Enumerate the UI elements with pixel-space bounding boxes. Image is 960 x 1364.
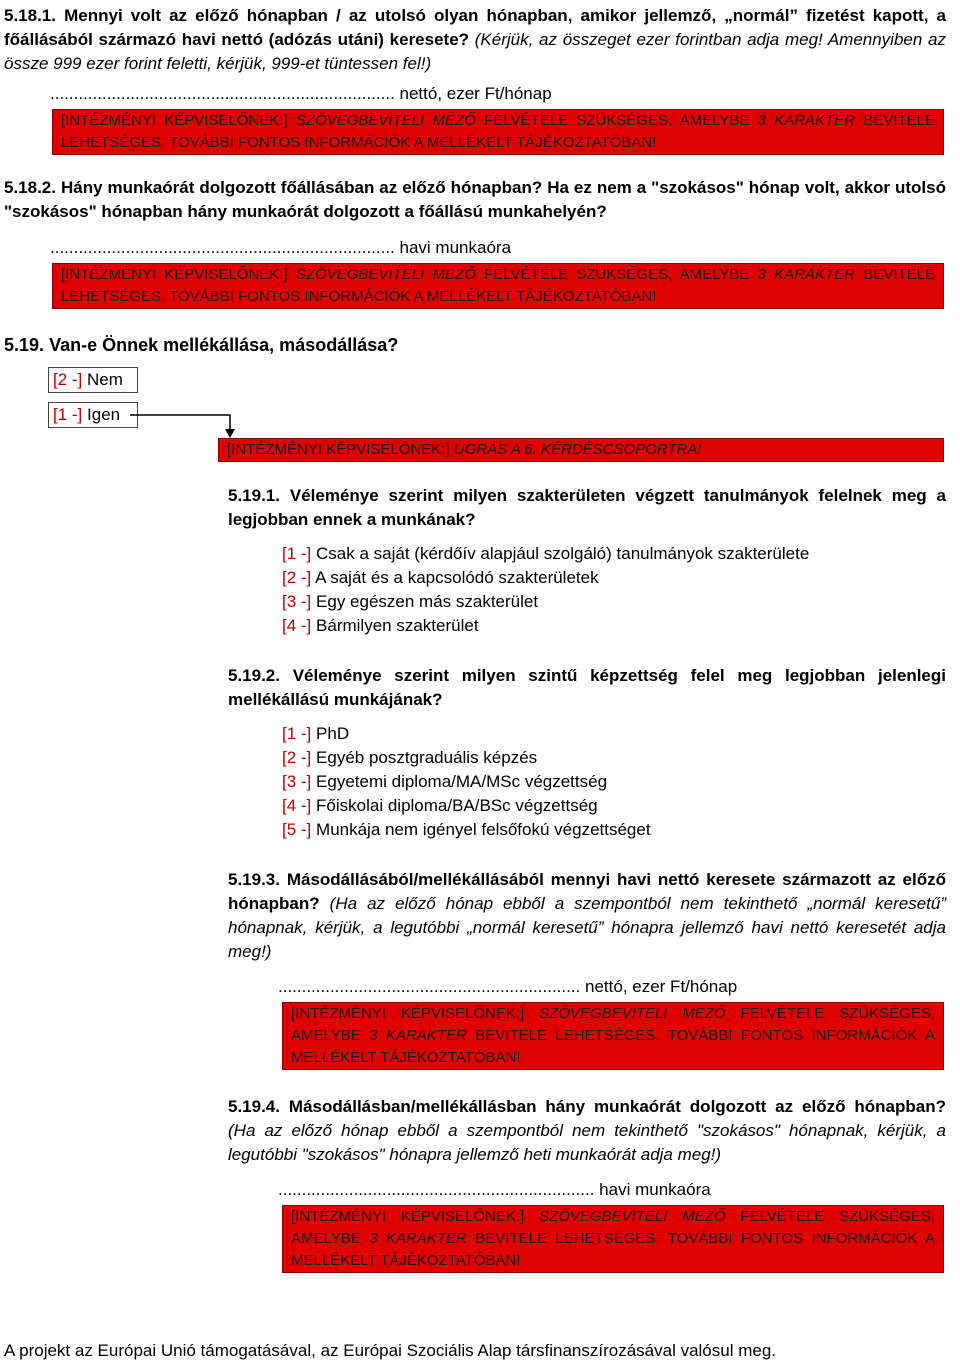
- option-label: Igen: [87, 405, 121, 424]
- question-number: 5.19.4.: [228, 1097, 280, 1116]
- instruction-box-5-19-3: [INTÉZMÉNYI KÉPVISELŐNEK:] SZÖVEGBEVITELI MEZŐ FELVÉTELE SZÜKSÉGES, AMELYBE 3 KARAKTER BEVITELE LEHETSÉGES. TOVÁBBI FONTOS INFORMÁCIÓK A MELLÉKELT TÁJÉKOZTATÓBAN!: [282, 1002, 944, 1070]
- option-code: [1 -]: [53, 405, 83, 424]
- question-number: 5.18.1.: [4, 6, 56, 25]
- option-item[interactable]: [5 -] Munkája nem igényel felsőfokú végzettséget: [282, 820, 651, 839]
- option-item[interactable]: [4 -] Bármilyen szakterület: [282, 616, 479, 635]
- question-number: 5.19.: [4, 335, 45, 355]
- option-item[interactable]: [4 -] Főiskolai diploma/BA/BSc végzettség: [282, 796, 598, 815]
- answer-text: ................................................................ nettó, ezer Ft/hónap: [278, 977, 738, 996]
- question-number: 5.19.1.: [228, 486, 280, 505]
- question-note: (Kérjük, az összeget ezer forintban adja meg! Amennyiben az össze 999 ezer forint feletti, kérjük, 999-et tüntessen fel!): [4, 30, 946, 73]
- answer-line-net-income[interactable]: [50, 82, 552, 106]
- option-list-5-19-1: [282, 542, 809, 638]
- option-label: Nem: [87, 370, 123, 389]
- option-item[interactable]: [3 -] Egyetemi diploma/MA/MSc végzettség: [282, 772, 608, 791]
- option-item[interactable]: [2 -] A saját és a kapcsolódó szakterületek: [282, 568, 599, 587]
- answer-text: ......................................................................... havi munkaóra: [50, 238, 512, 257]
- option-item[interactable]: [2 -] Egyéb posztgraduális képzés: [282, 748, 538, 767]
- option-code: [2 -]: [53, 370, 83, 389]
- question-number: 5.19.3.: [228, 870, 280, 889]
- answer-text: ......................................................................... nettó, ezer Ft/hónap: [50, 84, 552, 103]
- question-number: 5.18.2.: [4, 178, 56, 197]
- question-text: Van-e Önnek mellékállása, másodállása?: [49, 335, 399, 355]
- question-5-18-1: [4, 4, 946, 76]
- page-footer: A projekt az Európai Unió támogatásával, az Európai Szociális Alap társfinanszírozásával valósul meg.: [4, 1341, 777, 1360]
- option-igen[interactable]: [48, 402, 138, 428]
- instruction-box-5-18-2: [INTÉZMÉNYI KÉPVISELŐNEK:] SZÖVEGBEVITELI MEZŐ FELVÉTELE SZÜKSÉGES, AMELYBE 3 KARAKTER BEVITELE LEHETSÉGES. TOVÁBBI FONTOS INFORMÁCIÓK A MELLÉKELT TÁJÉKOZTATÓBAN!: [52, 263, 944, 309]
- answer-text: ................................................................... havi munkaóra: [278, 1180, 711, 1199]
- question-text: Másodállásából/mellékállásából mennyi havi nettó keresete származott az előző hónapban?: [228, 870, 946, 913]
- skip-instruction-box: [INTÉZMÉNYI KÉPVISELŐNEK:] UGRÁS A 6. KÉRDÉSCSOPORTRA!: [218, 438, 944, 462]
- option-list-5-19-2: [282, 722, 651, 842]
- option-item[interactable]: [3 -] Egy egészen más szakterület: [282, 592, 539, 611]
- question-5-19-3: [228, 868, 946, 964]
- question-text: Hány munkaórát dolgozott főállásában az előző hónapban? Ha ez nem a "szokásos" hónap volt, akkor utolsó "szokásos" hónapban hány munkaórát dolgozott a főállású munkahelyén?: [4, 178, 946, 221]
- instruction-box-5-18-1: [INTÉZMÉNYI KÉPVISELŐNEK:] SZÖVEGBEVITELI MEZŐ FELVÉTELE SZÜKSÉGES, AMELYBE 3 KARAKTER BEVITELE LEHETSÉGES. TOVÁBBI FONTOS INFORMÁCIÓK A MELLÉKELT TÁJÉKOZTATÓBAN!: [52, 109, 944, 155]
- question-5-18-2: [4, 176, 946, 224]
- answer-line-side-income[interactable]: [278, 975, 737, 999]
- option-item[interactable]: [1 -] PhD: [282, 724, 350, 743]
- question-5-19-2: [228, 664, 946, 712]
- question-number: 5.19.2.: [228, 666, 280, 685]
- question-text: Véleménye szerint milyen szakterületen végzett tanulmányok felelnek meg a legjobban ennek a munkának?: [228, 486, 946, 529]
- option-nem[interactable]: [48, 367, 138, 393]
- question-note: (Ha az előző hónap ebből a szempontból nem tekinthető "szokásos" hónapnak, kérjük, a legutóbbi "szokásos" hónapra jellemző heti munkaórát adja meg!): [228, 1121, 946, 1164]
- answer-line-side-hours[interactable]: [278, 1178, 711, 1202]
- skip-arrow: [130, 405, 240, 440]
- question-5-19-1: [228, 484, 946, 532]
- answer-line-work-hours[interactable]: [50, 236, 511, 260]
- question-text: Másodállásban/mellékállásban hány munkaórát dolgozott az előző hónapban?: [288, 1097, 946, 1116]
- option-item[interactable]: [1 -] Csak a saját (kérdőív alapjául szolgáló) tanulmányok szakterülete: [282, 544, 810, 563]
- question-5-19-4: [228, 1095, 946, 1167]
- question-text: Véleménye szerint milyen szintű képzettség felel meg legjobban jelenlegi mellékállású munkájának?: [228, 666, 946, 709]
- question-5-19: [4, 333, 398, 357]
- question-text: Mennyi volt az előző hónapban / az utolsó olyan hónapban, amikor jellemző, „normál” fizetést kapott, a főállásából származó havi nettó (adózás utáni) keresete?: [4, 6, 946, 49]
- question-note: (Ha az előző hónap ebből a szempontból nem tekinthető „normál keresetű” hónapnak, kérjük, a legutóbbi „normál keresetű” hónapra jellemző havi nettó keresetét adja meg!): [228, 894, 946, 961]
- instruction-box-5-19-4: [INTÉZMÉNYI KÉPVISELŐNEK:] SZÖVEGBEVITELI MEZŐ FELVÉTELE SZÜKSÉGES, AMELYBE 3 KARAKTER BEVITELE LEHETSÉGES. TOVÁBBI FONTOS INFORMÁCIÓK A MELLÉKELT TÁJÉKOZTATÓBAN!: [282, 1205, 944, 1273]
